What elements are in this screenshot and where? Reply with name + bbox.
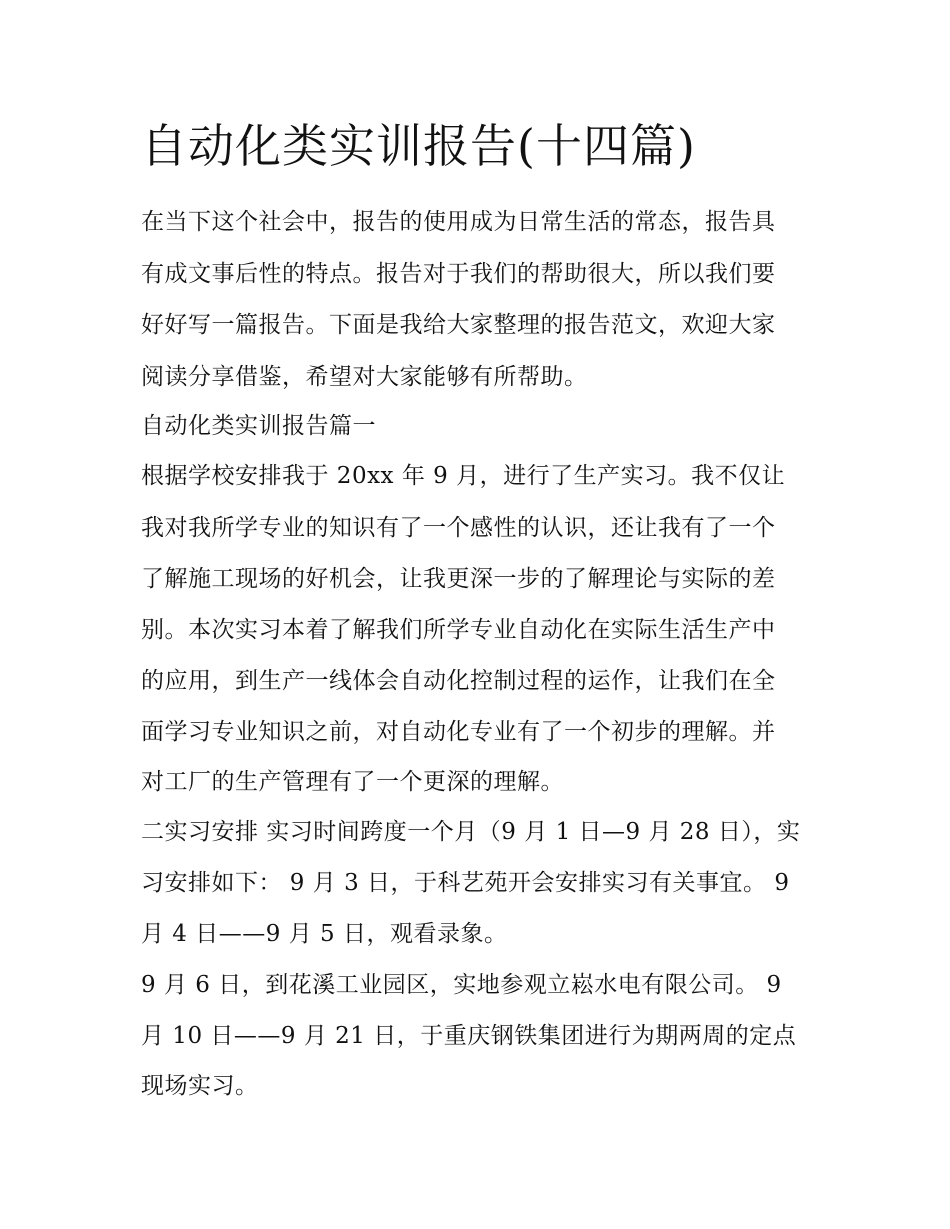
text-line: 好好写一篇报告。下面是我给大家整理的报告范文，欢迎大家 — [141, 312, 776, 338]
text-line: 月 10 日——9 月 21 日，于重庆钢铁集团进行为期两周的定点 — [141, 1023, 797, 1049]
text-line: 习安排如下： 9 月 3 日，于科艺苑开会安排实习有关事宜。 9 — [141, 870, 790, 896]
text-line: 阅读分享借鉴，希望对大家能够有所帮助。 — [141, 364, 588, 390]
section-heading: 自动化类实训报告篇一 — [141, 413, 376, 439]
text-line: 月 4 日——9 月 5 日，观看录象。 — [141, 921, 508, 947]
text-line: 面学习专业知识之前，对自动化专业有了一个初步的理解。并 — [141, 719, 776, 745]
document-title: 自动化类实训报告(十四篇) — [141, 119, 696, 173]
text-line: 我对我所学专业的知识有了一个感性的认识，还让我有了一个 — [141, 515, 776, 541]
text-line: 9 月 6 日，到花溪工业园区，实地参观立崧水电有限公司。 9 — [141, 972, 782, 998]
text-line: 了解施工现场的好机会，让我更深一步的了解理论与实际的差 — [141, 566, 776, 592]
text-line: 别。本次实习本着了解我们所学专业自动化在实际生活生产中 — [141, 617, 776, 643]
text-line: 有成文事后性的特点。报告对于我们的帮助很大，所以我们要 — [141, 261, 776, 287]
text-line: 的应用，到生产一线体会自动化控制过程的运作，让我们在全 — [141, 668, 776, 694]
text-line: 二实习安排 实习时间跨度一个月（9 月 1 日—9 月 28 日），实 — [141, 819, 801, 845]
text-line: 对工厂的生产管理有了一个更深的理解。 — [141, 769, 564, 795]
text-line: 根据学校安排我于 20xx 年 9 月，进行了生产实习。我不仅让 — [141, 463, 786, 489]
text-line: 在当下这个社会中，报告的使用成为日常生活的常态，报告具 — [141, 209, 776, 235]
text-line: 现场实习。 — [141, 1073, 259, 1099]
